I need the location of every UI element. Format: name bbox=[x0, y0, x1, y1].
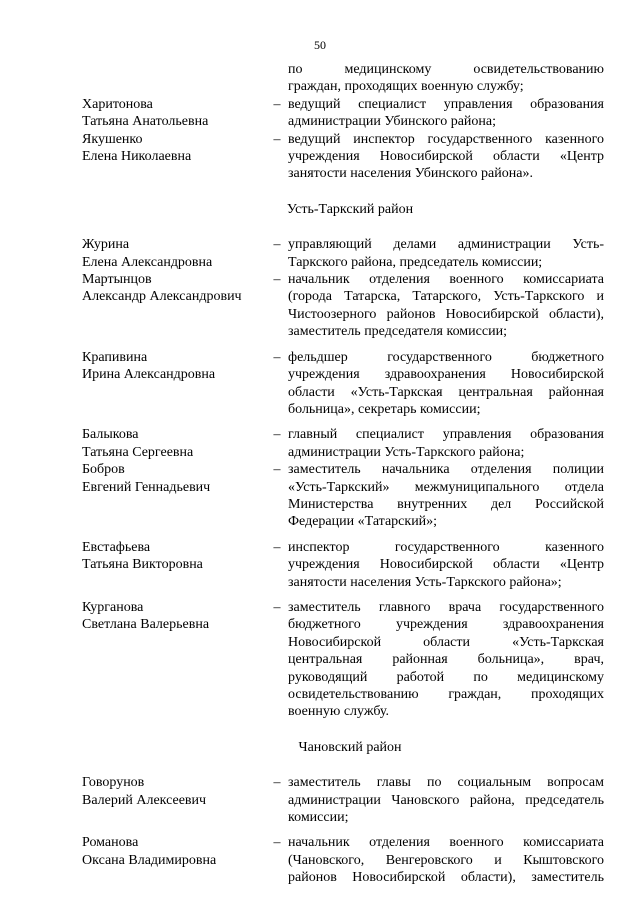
member-surname: Харитонова bbox=[82, 96, 153, 112]
section-title-ust-tarka: Усть-Таркский район bbox=[286, 201, 414, 217]
desc-line: учреждения Новосибирской области «Центр bbox=[288, 149, 604, 165]
desc-line: учреждения здравоохранения Новосибирской bbox=[288, 367, 604, 383]
desc-line: занятости населения Убинского района». bbox=[288, 166, 533, 182]
desc-line: начальник отделения военного комиссариата bbox=[288, 272, 604, 288]
member-entry bbox=[0, 774, 640, 826]
member-position bbox=[288, 461, 604, 531]
desc-line: заместитель председателя комиссии; bbox=[288, 324, 507, 340]
dash-separator: – bbox=[273, 427, 281, 443]
member-surname: Крапивина bbox=[82, 349, 148, 365]
member-name bbox=[82, 131, 266, 166]
member-surname: Романова bbox=[82, 835, 139, 851]
member-name bbox=[82, 271, 266, 306]
desc-line: учреждения Новосибирской области «Центр bbox=[288, 557, 604, 573]
member-position bbox=[288, 834, 604, 886]
desc-line: начальник отделения военного комиссариата bbox=[288, 835, 604, 851]
desc-line: управляющий делами администрации Усть- bbox=[288, 237, 604, 253]
member-name bbox=[82, 539, 266, 574]
member-position bbox=[288, 96, 604, 131]
desc-line: больница», секретарь комиссии; bbox=[288, 401, 481, 417]
continuation-block bbox=[0, 61, 640, 96]
member-position bbox=[288, 131, 604, 183]
member-entry bbox=[0, 271, 640, 341]
desc-line: по медицинскому освидетельствованию bbox=[288, 62, 604, 77]
member-entry bbox=[0, 599, 640, 721]
desc-line: Федерации «Татарский»; bbox=[288, 514, 438, 530]
desc-line: фельдшер государственного бюджетного bbox=[288, 349, 604, 365]
desc-line: центральная районная больница», врач, bbox=[288, 652, 604, 668]
dash-separator: – bbox=[273, 462, 281, 478]
member-entry bbox=[0, 236, 640, 271]
member-position bbox=[288, 774, 604, 826]
member-given-names: Татьяна Викторовна bbox=[82, 557, 203, 573]
dash-separator: – bbox=[273, 775, 281, 791]
section-chany bbox=[0, 774, 640, 886]
member-given-names: Светлана Валерьевна bbox=[82, 617, 210, 633]
member-surname: Балыкова bbox=[82, 427, 139, 443]
desc-line: бюджетного учреждения здравоохранения bbox=[288, 617, 604, 633]
desc-line: ведущий специалист управления образования bbox=[288, 96, 604, 112]
member-position bbox=[288, 236, 604, 271]
desc-line: Новосибирской области «Усть-Таркская bbox=[288, 634, 604, 650]
dash-separator: – bbox=[273, 272, 281, 288]
member-name bbox=[82, 774, 266, 809]
member-entry bbox=[0, 349, 640, 419]
member-surname: Курганова bbox=[82, 599, 144, 615]
desc-line: заместитель главы по социальным вопросам bbox=[288, 775, 604, 791]
member-position bbox=[288, 271, 604, 341]
desc-line: районов Новосибирской области), заместитель bbox=[288, 870, 604, 886]
desc-line: занятости населения Усть-Таркского района»; bbox=[288, 574, 562, 590]
desc-line: граждан, проходящих военную службу; bbox=[288, 79, 524, 95]
dash-separator: – bbox=[273, 96, 281, 112]
desc-line: Министерства внутренних дел Российской bbox=[288, 496, 604, 512]
dash-separator: – bbox=[273, 237, 281, 253]
desc-line: администрации Чановского района, председатель bbox=[288, 792, 604, 808]
section-ubinsky bbox=[0, 96, 640, 183]
dash-separator: – bbox=[273, 131, 281, 147]
continuation-text bbox=[288, 61, 604, 96]
member-given-names: Татьяна Сергеевна bbox=[82, 444, 194, 460]
desc-line: администрации Убинского района; bbox=[288, 114, 497, 130]
member-name bbox=[82, 96, 266, 131]
dash-separator: – bbox=[273, 599, 281, 615]
member-given-names: Оксана Владимировна bbox=[82, 852, 217, 868]
section-title-chany: Чановский район bbox=[298, 739, 402, 755]
member-entry bbox=[0, 131, 640, 183]
member-name bbox=[82, 834, 266, 869]
page-number: 50 bbox=[314, 38, 326, 52]
desc-line: ведущий инспектор государственного казенного bbox=[288, 131, 604, 147]
member-position bbox=[288, 539, 604, 591]
desc-line: (города Татарска, Татарского, Усть-Таркского и bbox=[288, 289, 604, 305]
desc-line: области «Усть-Таркская центральная районная bbox=[288, 384, 604, 400]
member-name bbox=[82, 349, 266, 384]
member-entry bbox=[0, 426, 640, 461]
desc-line: администрации Усть-Таркского района; bbox=[288, 444, 525, 460]
desc-line: заместитель главного врача государственного bbox=[288, 599, 604, 615]
member-entry bbox=[0, 834, 640, 886]
member-position bbox=[288, 599, 604, 721]
member-surname: Говорунов bbox=[82, 775, 145, 791]
member-given-names: Елена Николаевна bbox=[82, 149, 192, 165]
member-name bbox=[82, 236, 266, 271]
member-given-names: Ирина Александровна bbox=[82, 367, 216, 383]
section-ust-tarka bbox=[0, 236, 640, 721]
member-surname: Якушенко bbox=[82, 131, 143, 147]
desc-line: комиссии; bbox=[288, 810, 349, 826]
member-entry bbox=[0, 461, 640, 531]
desc-line: «Усть-Таркский» межмуниципального отдела bbox=[288, 479, 604, 495]
desc-line: главный специалист управления образования bbox=[288, 427, 604, 443]
member-given-names: Елена Александровна bbox=[82, 254, 213, 270]
member-surname: Бобров bbox=[82, 462, 125, 478]
dash-separator: – bbox=[273, 349, 281, 365]
dash-separator: – bbox=[273, 539, 281, 555]
member-name bbox=[82, 461, 266, 496]
member-surname: Евстафьева bbox=[82, 539, 151, 555]
member-position bbox=[288, 426, 604, 461]
desc-line: Таркского района, председатель комиссии; bbox=[288, 254, 543, 270]
member-given-names: Валерий Алексеевич bbox=[82, 792, 207, 808]
desc-line: руководящий работой по медицинскому bbox=[288, 669, 604, 685]
desc-line: освидетельствованию граждан, проходящих bbox=[288, 687, 604, 702]
member-name bbox=[82, 426, 266, 461]
document-body bbox=[0, 61, 640, 887]
dash-separator: – bbox=[273, 835, 281, 851]
desc-line: Чистоозерного районов Новосибирской области), bbox=[288, 306, 604, 322]
desc-line: (Чановского, Венгеровского и Кыштовского bbox=[288, 852, 604, 868]
member-name bbox=[82, 599, 266, 634]
member-entry bbox=[0, 96, 640, 131]
member-surname: Мартынцов bbox=[82, 272, 152, 288]
member-entry bbox=[0, 539, 640, 591]
member-given-names: Татьяна Анатольевна bbox=[82, 114, 209, 130]
member-given-names: Александр Александрович bbox=[82, 289, 242, 305]
member-given-names: Евгений Геннадьевич bbox=[82, 479, 211, 495]
member-surname: Журина bbox=[82, 237, 130, 253]
desc-line: инспектор государственного казенного bbox=[288, 539, 604, 555]
desc-line: заместитель начальника отделения полиции bbox=[288, 462, 604, 478]
member-position bbox=[288, 349, 604, 419]
desc-line: военную службу. bbox=[288, 704, 390, 720]
